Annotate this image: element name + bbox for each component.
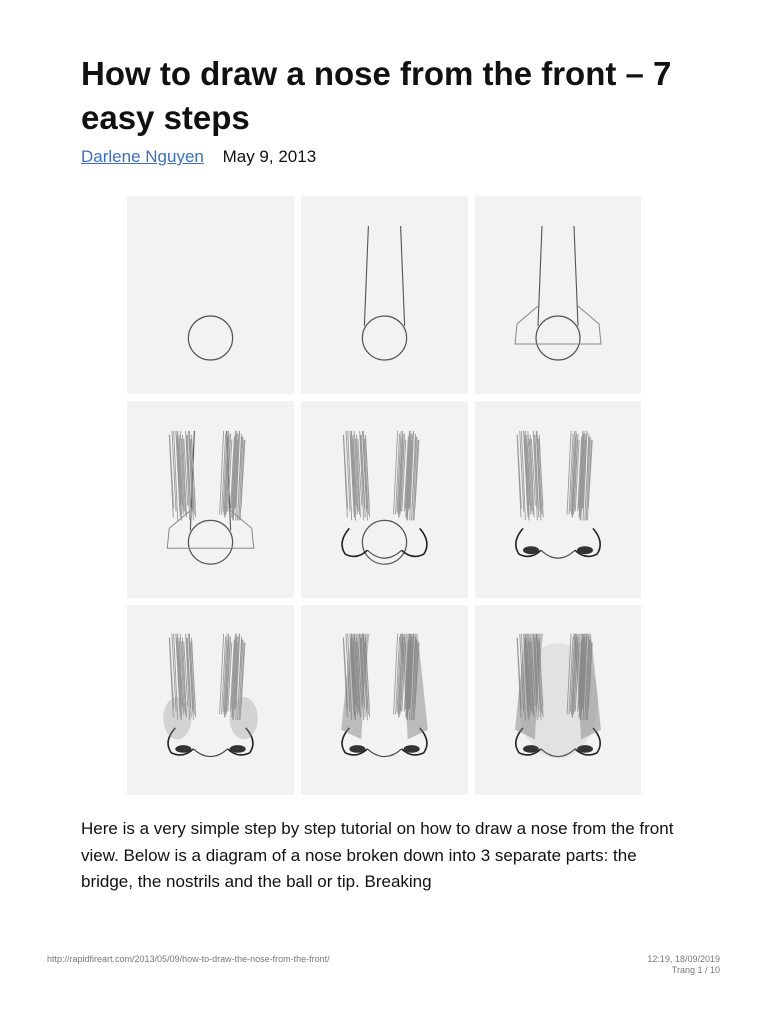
step-panel-2 bbox=[301, 196, 468, 394]
bridge-shading bbox=[343, 431, 419, 521]
bridge-line-left bbox=[364, 226, 368, 326]
intro-paragraph: Here is a very simple step by step tutorial on how to draw a nose from the front view. Below is a diagram of a nose broken down into 3 separate parts: the bridge, the nostrils and the ball or tip. Breaking bbox=[81, 819, 674, 891]
step-drawing-3 bbox=[475, 196, 641, 394]
step-drawing-9 bbox=[475, 605, 641, 795]
side-shade-right bbox=[230, 697, 258, 739]
publish-date: May 9, 2013 bbox=[222, 147, 317, 166]
step-drawing-7 bbox=[127, 605, 294, 795]
blend-tone bbox=[518, 643, 598, 758]
nose-tip bbox=[541, 550, 575, 558]
nostril-hole-left bbox=[523, 546, 539, 554]
guide-circle bbox=[362, 316, 406, 360]
nostril-hole-left bbox=[175, 745, 191, 753]
step-panel-8 bbox=[301, 605, 468, 795]
bridge-shading bbox=[169, 431, 245, 521]
bridge-shading bbox=[517, 431, 592, 521]
guide-circle bbox=[188, 520, 232, 564]
nose-tip bbox=[193, 749, 227, 757]
nostril-hole-right bbox=[577, 546, 593, 554]
nostril-hole-left bbox=[349, 745, 365, 753]
step-panel-1 bbox=[127, 196, 294, 394]
wing-guide bbox=[515, 306, 601, 344]
step-drawing-8 bbox=[301, 605, 468, 795]
step-panel-5 bbox=[301, 401, 468, 598]
nose-tip bbox=[367, 749, 401, 757]
author-link[interactable]: Darlene Nguyen bbox=[81, 147, 204, 166]
nostril-hole-right bbox=[230, 745, 246, 753]
side-shade-left bbox=[163, 697, 191, 739]
nose-steps-illustration bbox=[127, 196, 641, 796]
step-panel-3 bbox=[475, 196, 641, 394]
guide-circle bbox=[362, 520, 406, 564]
step-panel-7 bbox=[127, 605, 294, 795]
step-drawing-4 bbox=[127, 401, 294, 598]
guide-circle bbox=[188, 316, 232, 360]
step-panel-4 bbox=[127, 401, 294, 598]
step-drawing-2 bbox=[301, 196, 468, 394]
nose-tip bbox=[367, 550, 401, 558]
footer-url: http://rapidfireart.com/2013/05/09/how-to-draw-the-nose-from-the-front/ bbox=[47, 954, 330, 964]
page-title: How to draw a nose from the front – 7 easy steps bbox=[81, 55, 672, 136]
nostril-hole-right bbox=[404, 745, 420, 753]
footer-info bbox=[647, 954, 720, 976]
step-drawing-1 bbox=[127, 196, 294, 394]
bridge-line-right bbox=[574, 226, 578, 326]
nostril-left bbox=[342, 528, 367, 556]
bridge-line-right bbox=[401, 226, 405, 326]
nostril-right bbox=[402, 528, 427, 556]
shade-right bbox=[400, 634, 428, 740]
byline bbox=[81, 146, 316, 168]
step-panel-6 bbox=[475, 401, 641, 598]
bridge-line-left bbox=[538, 226, 542, 326]
footer-page-number: Trang 1 / 10 bbox=[671, 965, 720, 975]
step-drawing-6 bbox=[475, 401, 641, 598]
guide-circle bbox=[536, 316, 580, 360]
step-drawing-5 bbox=[301, 401, 468, 598]
footer-timestamp: 12:19, 18/09/2019 bbox=[647, 954, 720, 964]
step-panel-9 bbox=[475, 605, 641, 795]
